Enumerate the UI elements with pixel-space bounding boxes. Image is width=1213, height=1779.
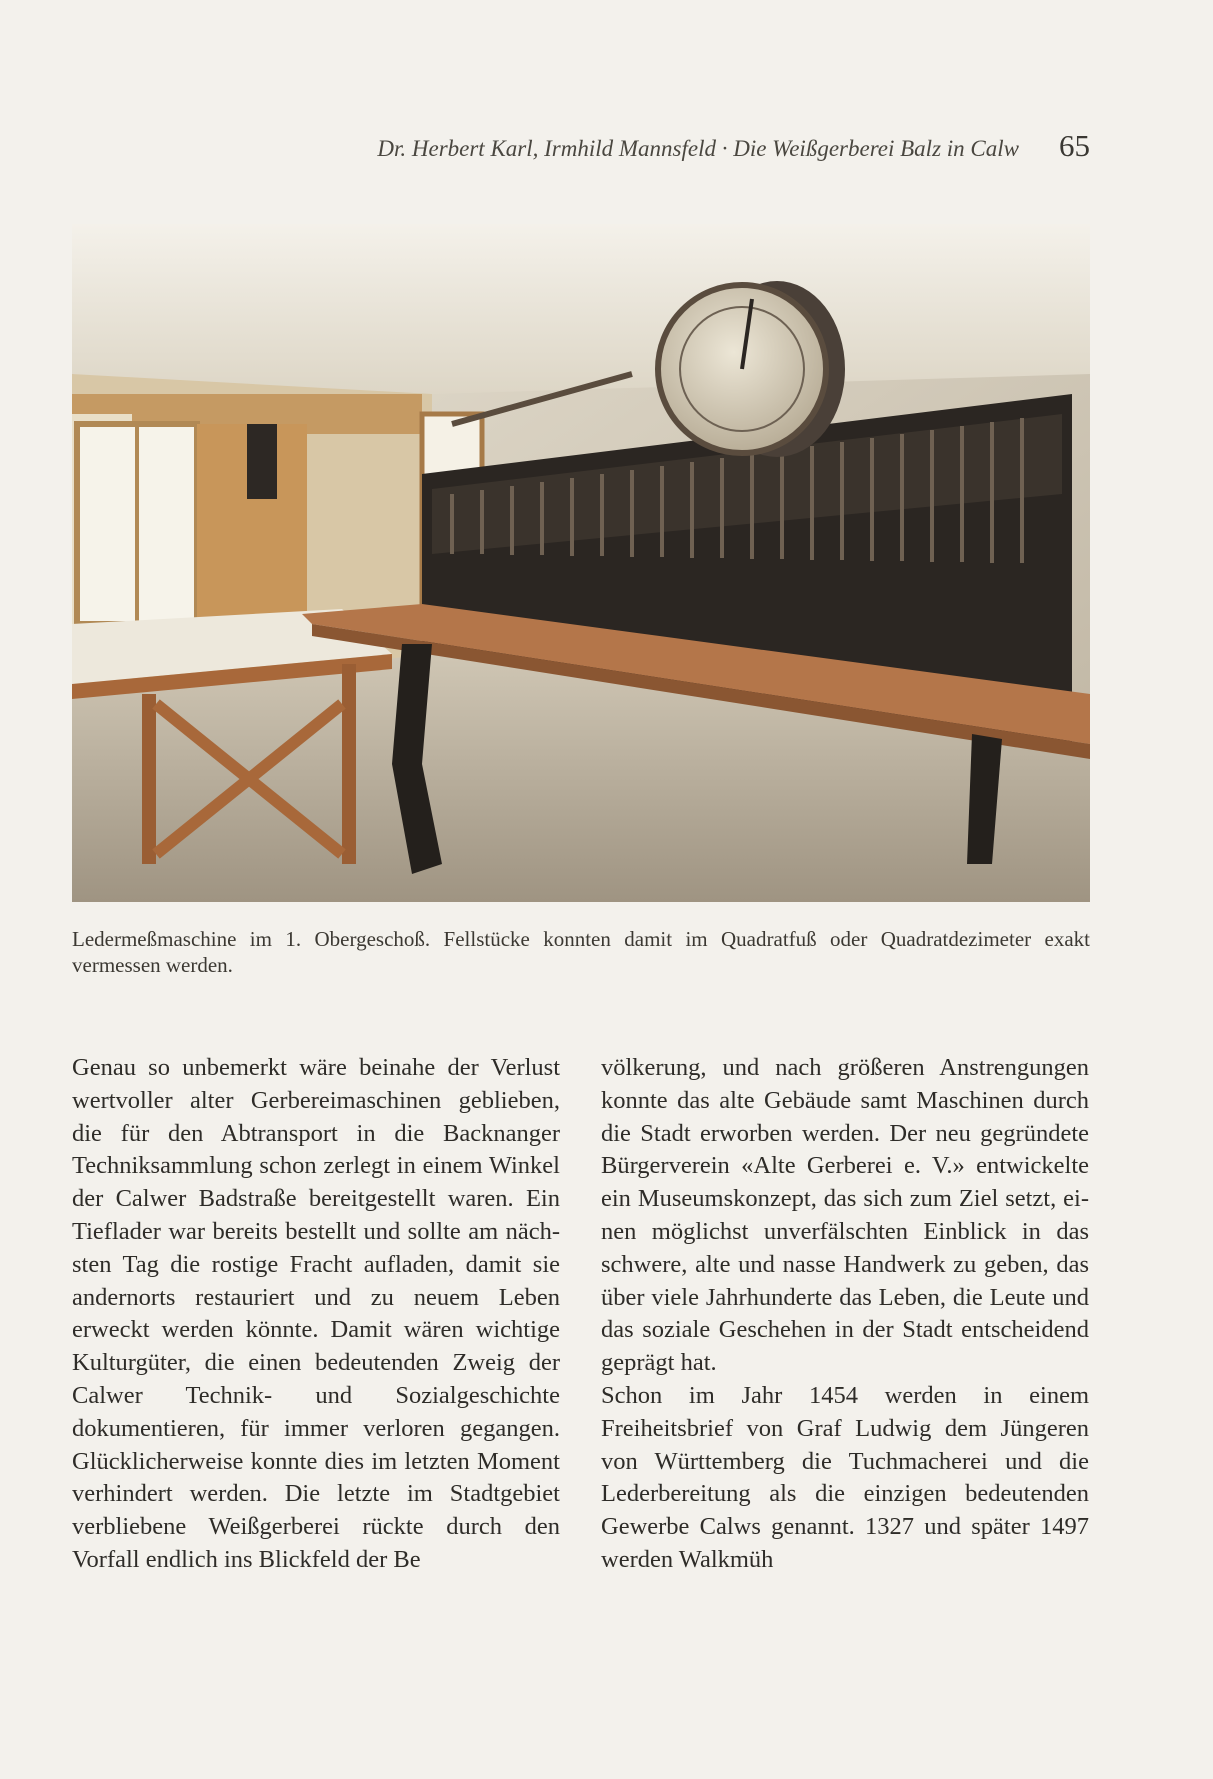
text-column-right xyxy=(601,1052,1089,1577)
figure-caption: Ledermeßmaschine im 1. Obergeschoß. Fellstücke konnten damit im Quadratfuß oder Quadratdezimeter exakt vermessen werden. xyxy=(72,927,1090,977)
running-title: Dr. Herbert Karl, Irmhild Mannsfeld · Die Weißgerberei Balz in Calw xyxy=(377,136,1019,161)
body-paragraph: Genau so unbemerkt wäre beinahe der Verlust wertvoller alter Gerbereimaschinen geblieben, die für den Abtransport in die Backnanger Techniksammlung schon zerlegt in einem Winkel der Calwer Badstraße bereitgestellt waren. Ein Tieflader war bereits bestellt und sollte am nächsten Tag die rostige Fracht aufladen, damit sie andernorts restauriert und zu neuem Leben erweckt werden könnte. Damit wären wichtige Kulturgüter, die einen bedeutenden Zweig der Calwer Technik- und Sozialgeschichte dokumentieren, für immer verloren gegangen. Glücklicherweise konnte dies im letzten Moment verhindert werden. Die letzte im Stadtgebiet verbliebene Weißgerberei rückte durch den Vorfall endlich ins Blickfeld der Be xyxy=(72,1054,560,1573)
page-number: 65 xyxy=(1059,128,1090,163)
body-paragraph: Schon im Jahr 1454 werden in einem Freiheitsbrief von Graf Ludwig dem Jüngeren von Württemberg die Tuchmacherei und die Lederbereitung als die einzigen bedeutenden Gewerbe Calws genannt. 1327 und später 1497 werden Walkmüh xyxy=(601,1381,1089,1573)
running-head xyxy=(72,128,1090,164)
body-paragraph: völkerung, und nach größeren Anstrengungen konnte das alte Gebäude samt Maschinen durch die Stadt erworben werden. Der neu gegründete Bürgerverein «Alte Gerberei e. V.» entwickelte ein Museumskonzept, das sich zum Ziel setzt, einen möglichst unverfälschten Einblick in das schwere, alte und nasse Handwerk zu geben, das über viele Jahrhunderte das Leben, die Leute und das soziale Geschehen in der Stadt entscheidend geprägt hat. xyxy=(601,1054,1089,1377)
leather-measuring-machine-photo xyxy=(72,224,1090,902)
text-column-left xyxy=(72,1052,560,1577)
